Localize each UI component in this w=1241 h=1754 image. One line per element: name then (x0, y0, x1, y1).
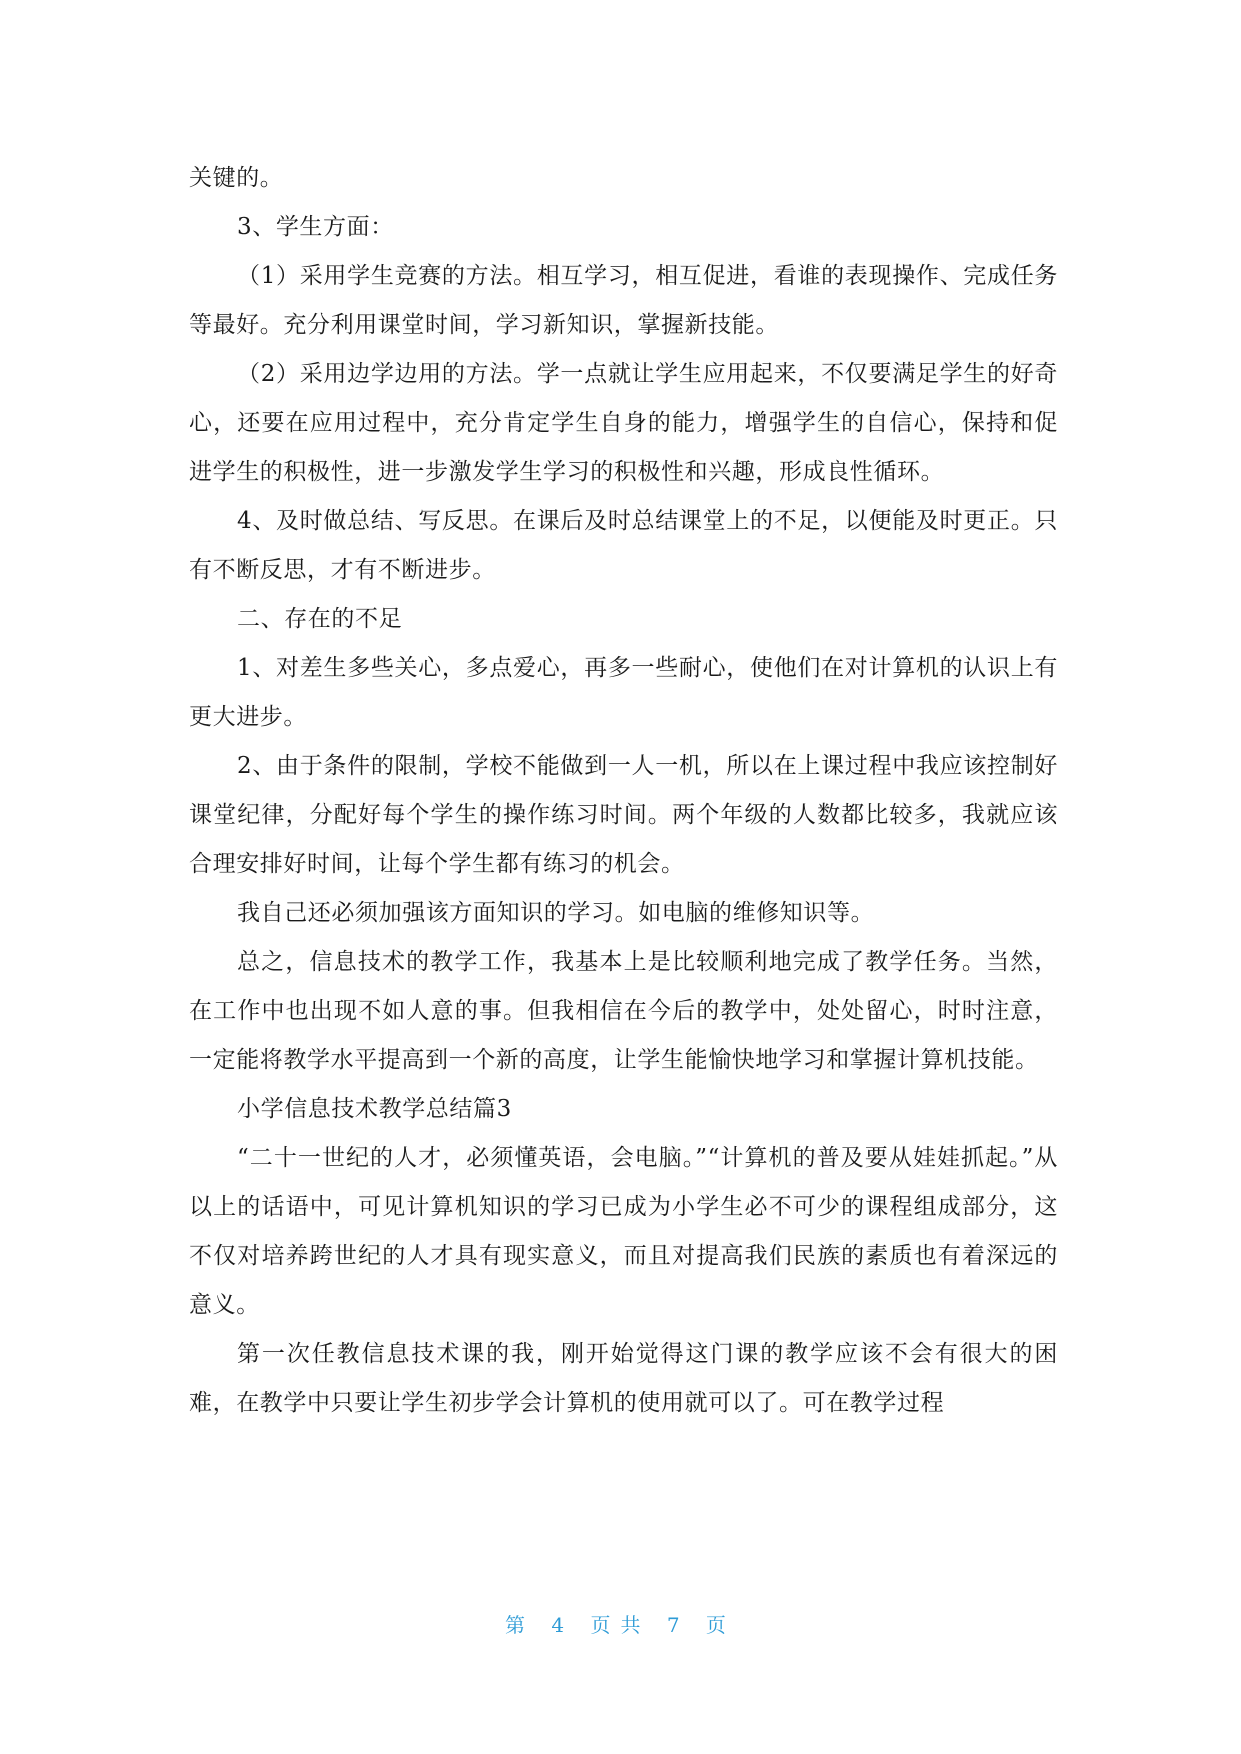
heading-student-aspect: 3、学生方面： (237, 214, 394, 240)
paragraph-self-improvement: 我自己还必须加强该方面知识的学习。如电脑的维修知识等。 (237, 900, 875, 926)
page-number-footer: 第 4 页共 7 页 (505, 1613, 736, 1637)
paragraph-quote: “二十一世纪的人才，必须懂英语，会电脑。”“计算机的普及要从娃娃抓起。”从以上的话语中，可见计算机知识的学习已成为小学生必不可少的课程组成部分，这不仅对培养跨世纪的人才具有现实意义，而且对提高我们民族的素质也有着深远的意义。 (189, 1145, 1058, 1318)
heading-shortcomings: 二、存在的不足 (237, 606, 403, 632)
paragraph-shortcoming-1: 1、对差生多些关心，多点爱心，再多一些耐心，使他们在对计算机的认识上有更大进步。 (189, 655, 1058, 730)
paragraph-continuation: 关键的。 (189, 165, 284, 191)
paragraph-conclusion: 总之，信息技术的教学工作，我基本上是比较顺利地完成了教学任务。当然，在工作中也出现不如人意的事。但我相信在今后的教学中，处处留心，时时注意，一定能将教学水平提高到一个新的高度，让学生能愉快地学习和掌握计算机技能。 (189, 949, 1058, 1073)
paragraph-shortcoming-2: 2、由于条件的限制，学校不能做到一人一机，所以在上课过程中我应该控制好课堂纪律，分配好每个学生的操作练习时间。两个年级的人数都比较多，我就应该合理安排好时间，让每个学生都有练习的机会。 (189, 753, 1058, 877)
paragraph-summary-reflection: 4、及时做总结、写反思。在课后及时总结课堂上的不足，以便能及时更正。只有不断反思，才有不断进步。 (189, 508, 1058, 583)
paragraph-learn-and-apply: （2）采用边学边用的方法。学一点就让学生应用起来，不仅要满足学生的好奇心，还要在应用过程中，充分肯定学生自身的能力，增强学生的自信心，保持和促进学生的积极性，进一步激发学生学习的积极性和兴趣，形成良性循环。 (189, 361, 1058, 485)
section-title: 小学信息技术教学总结篇3 (237, 1096, 512, 1122)
paragraph-competition-method: （1）采用学生竞赛的方法。相互学习，相互促进，看谁的表现操作、完成任务等最好。充分利用课堂时间，学习新知识，掌握新技能。 (189, 263, 1058, 338)
paragraph-first-time-teaching: 第一次任教信息技术课的我，刚开始觉得这门课的教学应该不会有很大的困难，在教学中只要让学生初步学会计算机的使用就可以了。可在教学过程 (189, 1341, 1058, 1416)
document-body (189, 154, 1058, 1428)
